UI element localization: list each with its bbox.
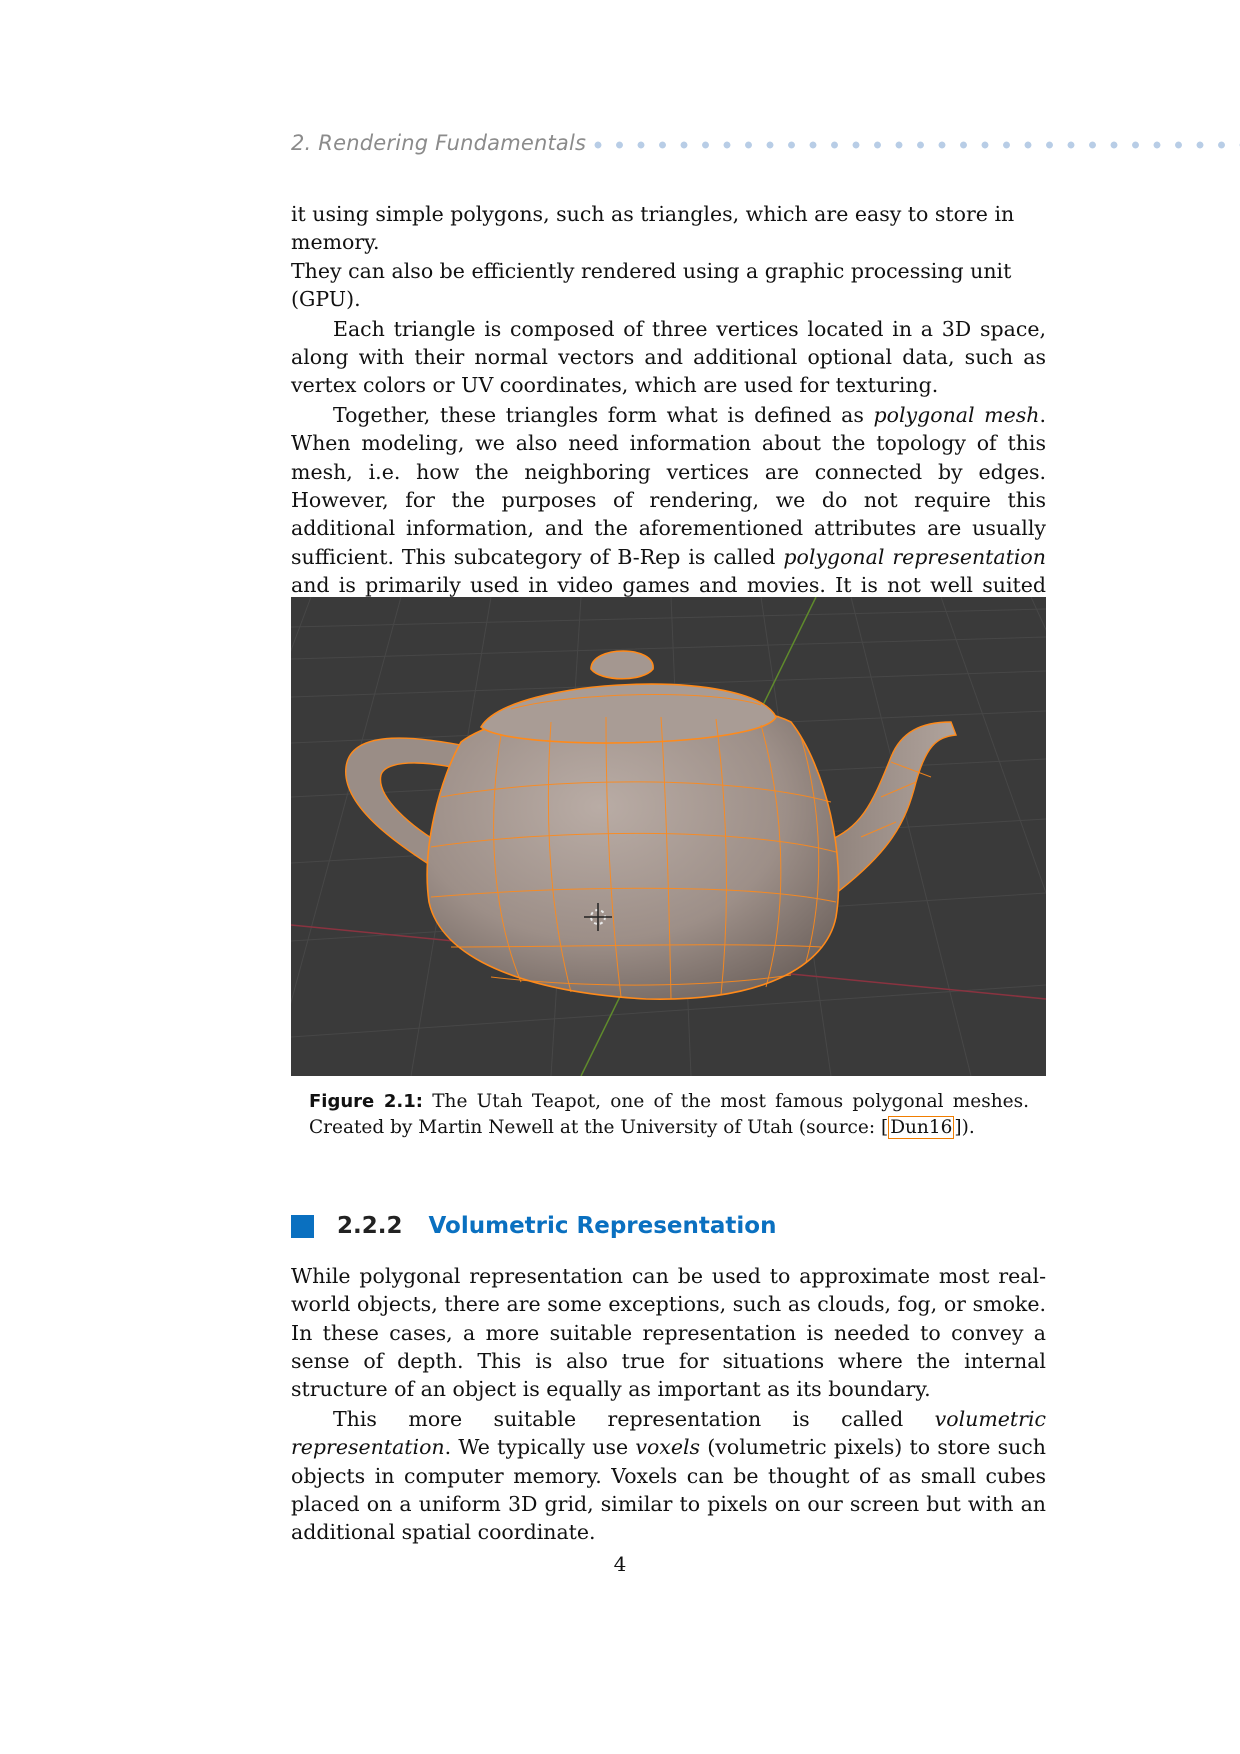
paragraph-voxels <box>291 1405 1046 1546</box>
figure-label: Figure 2.1: <box>309 1091 423 1112</box>
teapot-body <box>427 703 838 999</box>
caption-text: The Utah Teapot, one of the most famous polygonal meshes. Created by Martin Newell at the University of Utah (source: [ <box>309 1091 1029 1138</box>
paragraph-line: it using simple polygons, such as triangles, which are easy to store in memory. <box>291 202 1015 255</box>
text-run: . We typically use <box>444 1435 636 1460</box>
text-run: This more suitable representation is called <box>333 1406 935 1431</box>
text-run: . When modeling, we also need information about the topology of this mesh, i.e. how the neighboring vertices are connected by edges. However, for the purposes of rendering, we do not require this additional information, and the aforementioned attributes are usually sufficient. This subcategory of B-Rep is called <box>291 403 1047 569</box>
text-run: (volumetric pixels) to store such objects in computer memory. Voxels can be thought of as small cubes placed on a uniform 3D grid, similar to pixels on our screen but with an additional spatial coordinate. <box>291 1435 1046 1545</box>
text-run: and is primarily used in video games and movies. It is not well suited <box>291 572 1046 597</box>
page-number: 4 <box>613 1552 627 1576</box>
emphasis-polygonal-mesh: polygonal mesh <box>873 403 1040 428</box>
running-head-text: 2. Rendering Fundamentals <box>291 131 587 155</box>
figure-caption <box>309 1089 1029 1141</box>
citation-link[interactable]: Dun16 <box>890 1117 953 1138</box>
section-heading <box>291 1208 776 1244</box>
teapot-knob <box>591 651 653 679</box>
running-head-dot-rule <box>594 141 1240 150</box>
text-run: Together, these triangles form what is defined as <box>333 403 874 428</box>
section-marker-square <box>291 1215 314 1238</box>
paragraph-line: They can also be efficiently rendered using a graphic processing unit (GPU). <box>291 258 1012 311</box>
paragraph-continuation <box>291 200 1046 313</box>
body-text-bottom <box>291 1262 1046 1546</box>
paragraph-triangles: Each triangle is composed of three vertices located in a 3D space, along with their normal vectors and additional optional data, such as vertex colors or UV coordinates, which are used for texturing. <box>291 316 1046 398</box>
body-text-top <box>291 200 1046 656</box>
section-title: Volumetric Representation <box>428 1213 777 1239</box>
emphasis-polygonal-representation: polygonal representation <box>783 544 1046 569</box>
emphasis-voxels: voxels <box>635 1435 701 1460</box>
figure-utah-teapot <box>291 597 1046 1076</box>
paragraph-volumetric-intro: While polygonal representation can be used to approximate most real-world objects, there are some exceptions, such as clouds, fog, or smoke. In these cases, a more suitable representation is needed to convey a sense of depth. This is also true for situations where the internal structure of an object is equally as important as its boundary. <box>291 1264 1046 1402</box>
running-head <box>291 128 1240 158</box>
emphasis-volumetric-representation: volumetric representation <box>291 1406 1046 1460</box>
section-number: 2.2.2 <box>337 1213 403 1239</box>
caption-text: ]). <box>954 1117 975 1138</box>
utah-teapot-render <box>291 597 1046 1076</box>
